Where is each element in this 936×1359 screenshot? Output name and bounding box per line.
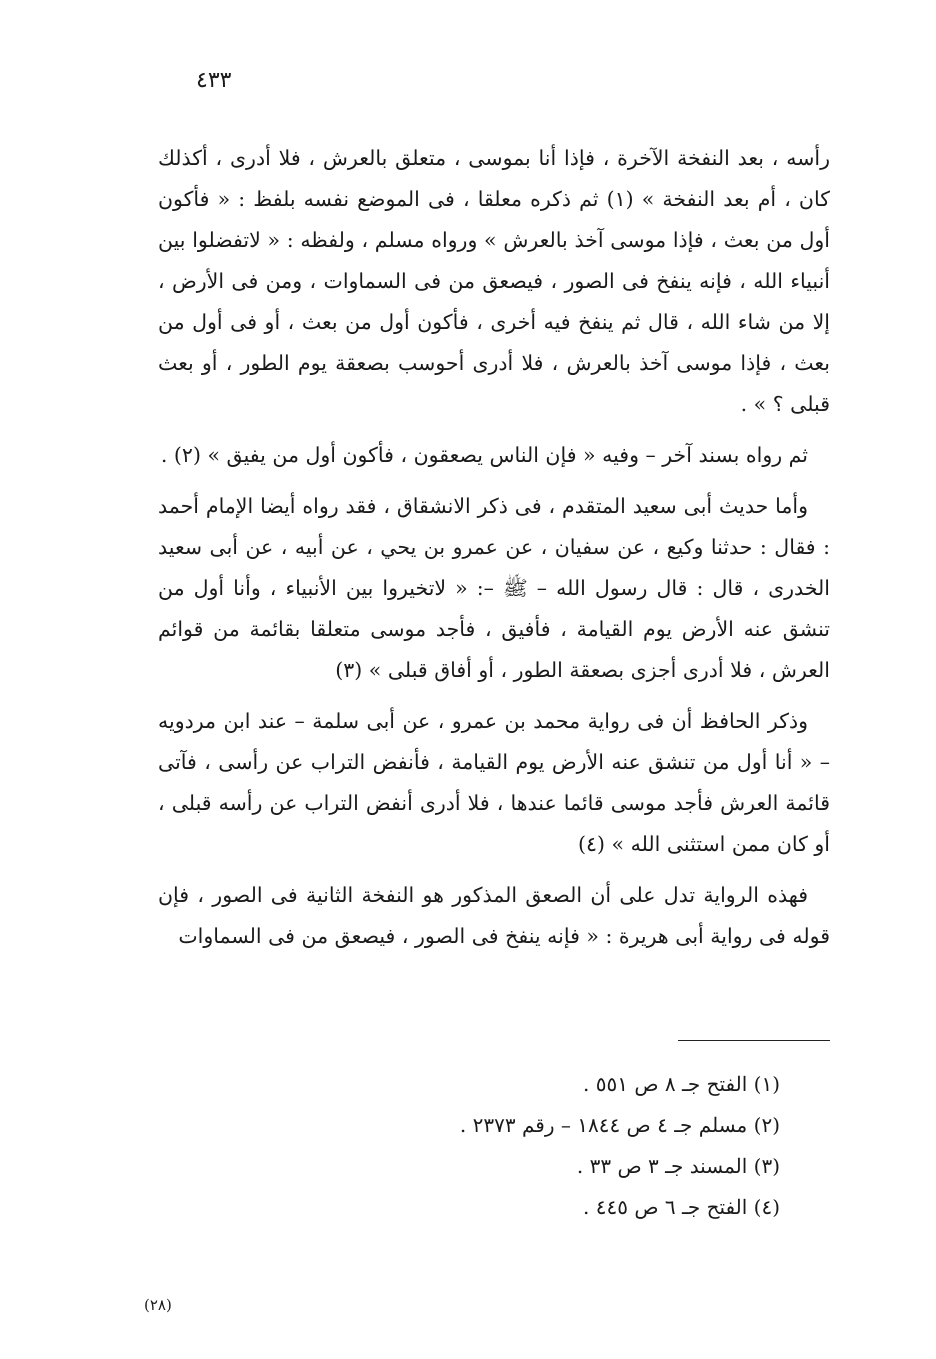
footnote-divider	[678, 1040, 830, 1041]
paragraph: وذكر الحافظ أن فى رواية محمد بن عمرو ، عن أبى سلمة – عند ابن مردويه – « أنا أول من تنشق عنه الأرض يوم القيامة ، فأنفض التراب عن رأسى ، فآتى قائمة العرش فأجد موسى قائما عندها ، فلا أدرى أنفض التراب عن رأسه قبلى ، أو كان ممن استثنى الله » (٤)	[158, 709, 830, 856]
footnote: (٣) المسند جـ ٣ ص ٣٣ .	[576, 1154, 780, 1178]
paragraph: رأسه ، بعد النفخة الآخرة ، فإذا أنا بموسى ، متعلق بالعرش ، فلا أدرى ، أكذلك كان ، أم بعد النفخة » (١) ثم ذكره معلقا ، فى الموضع نفسه بلفظ : « فأكون أول من بعث ، فإذا موسى آخذ بالعرش » ورواه مسلم ، ولفظه : « لاتفضلوا بين أنبياء الله ، فإنه ينفخ فى الصور ، فيصعق من فى السماوات ، ومن فى الأرض ، إلا من شاء الله ، قال ثم ينفخ فيه أخرى ، فأكون أول من بعث ، أو فى أول من بعث ، فإذا موسى آخذ بالعرش ، فلا أدرى أحوسب بصعقة يوم الطور ، أو بعث قبلى ؟ » .	[158, 146, 830, 416]
footnote: (١) الفتح جـ ٨ ص ٥٥١ .	[583, 1072, 780, 1096]
main-text	[158, 138, 830, 967]
paragraph: ثم رواه بسند آخر – وفيه « فإن الناس يصعقون ، فأكون أول من يفيق » (٢) .	[160, 443, 808, 467]
footnote: (٤) الفتح جـ ٦ ص ٤٤٥ .	[583, 1195, 780, 1219]
signature-mark: (٢٨)	[144, 1296, 172, 1314]
paragraph: فهذه الرواية تدل على أن الصعق المذكور هو النفخة الثانية فى الصور ، فإن قوله فى رواية أبى هريرة : « فإنه ينفخ فى الصور ، فيصعق من فى السماوات	[158, 883, 830, 948]
footnotes-list	[300, 1064, 780, 1228]
page-number: ٤٣٣	[196, 68, 232, 93]
footnote: (٢) مسلم جـ ٤ ص ١٨٤٤ – رقم ٢٣٧٣ .	[459, 1113, 780, 1137]
paragraph: وأما حديث أبى سعيد المتقدم ، فى ذكر الانشقاق ، فقد رواه أيضا الإمام أحمد : فقال : حدثنا وكيع ، عن سفيان ، عن عمرو بن يحي ، عن أبيه ، عن أبى سعيد الخدرى ، قال : قال رسول الله – ﷺ –: « لاتخيروا بين الأنبياء ، وأنا أول من تنشق عنه الأرض يوم القيامة ، فأفيق ، فأجد موسى متعلقا بقائمة من قوائم العرش ، فلا أدرى أجزى بصعقة الطور ، أو أفاق قبلى » (٣)	[158, 494, 830, 682]
